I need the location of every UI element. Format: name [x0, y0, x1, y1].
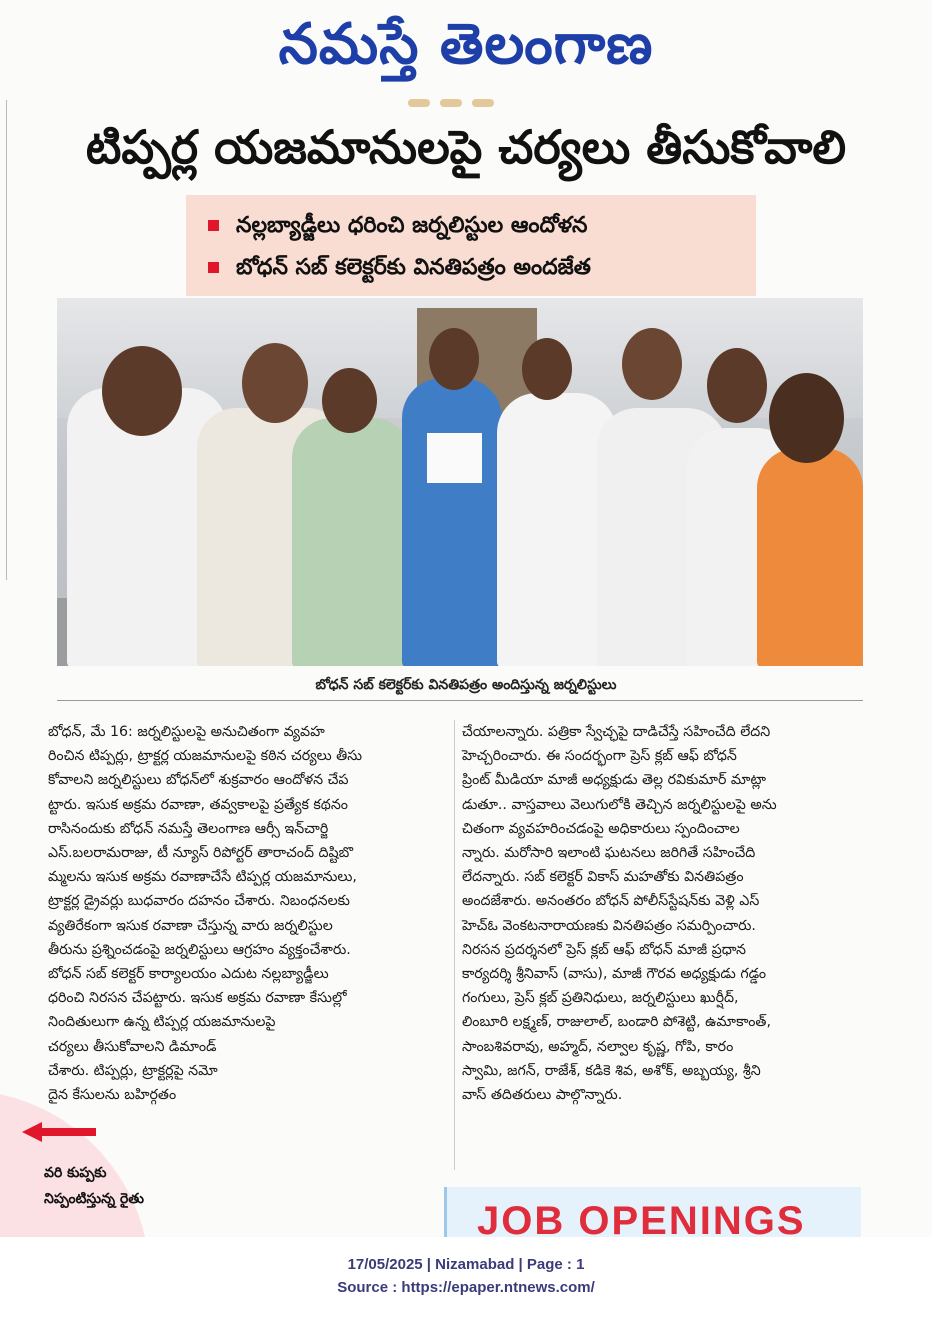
decorative-dots: [408, 92, 518, 102]
left-margin-rule: [6, 100, 7, 580]
footer-meta: 17/05/2025 | Nizamabad | Page : 1: [347, 1256, 585, 1273]
photo-person-head: [242, 343, 308, 423]
photo-person-head: [622, 328, 682, 400]
article-body-left: బోధన్, మే 16: జర్నలిస్టులపై అనుచితంగా వ్యవహ రించిన టిప్పర్లు, ట్రాక్టర్ల యజమానులపై కఠిన చర్యలు తీసు కోవాలని జర్నలిస్టులు బోధన్‌లో శుక్రవారం ఆందోళన చేప ట్టారు. ఇసుక అక్రమ రవాణా, తవ్వకాలపై ప్రత్యేక కథనం రాసినందుకు బోధన్ నమస్తే తెలంగాణ ఆర్సీ ఇన్‌చార్జి ఎస్.బలరామరాజు, టీ న్యూస్ రిపోర్టర్ తారాచంద్ దిష్టిబొ మ్మలను ఇసుక అక్రమ రవాణాచేసే టిప్పర్ల యజమానులు, ట్రాక్టర్ల డ్రైవర్లు బుధవారం దహనం చేశారు. నిబంధనలకు వ్యతిరేకంగా ఇసుక రవాణా చేస్తున్న వారు జర్నలిస్టుల తీరును ప్రశ్నించడంపై జర్నలిస్టులు ఆగ్రహం వ్యక్తంచేశారు. బోధన్ సబ్ కలెక్టర్ కార్యాలయం ఎదుట నల్లబ్యాడ్జీలు ధరించి నిరసన చేపట్టారు. ఇసుక అక్రమ రవాణా కేసుల్లో నిందితులుగా ఉన్న టిప్పర్ల యజమానులపై చర్యలు తీసుకోవాలని డిమాండ్ చేశారు. టిప్పర్లు, ట్రాక్టర్లపై నమో దైన కేసులను బహిర్గతం: [48, 724, 363, 1104]
photo-caption: బోధన్ సబ్ కలెక్టర్‌కు వినతిపత్రం అందిస్తున్న జర్నలిస్టులు: [315, 677, 617, 693]
bullet-square-icon: [208, 262, 219, 273]
subheading-2-text: బోధన్ సబ్ కలెక్టర్‌కు వినతిపత్రం అందజేత: [236, 255, 591, 280]
news-photo: [57, 298, 863, 666]
photo-person-head: [102, 346, 182, 436]
teaser-text: వరి కుప్పకు నిప్పంటిస్తున్న రైతు: [44, 1165, 144, 1207]
article-body-right: చేయాలన్నారు. పత్రికా స్వేచ్ఛపై దాడిచేస్తే సహించేది లేదని హెచ్చరించారు. ఈ సందర్భంగా ప్రెస్ క్లబ్ ఆఫ్ బోధన్ ప్రింట్ మీడియా మాజీ అధ్యక్షుడు తెల్ల రవికుమార్ మాట్లా డుతూ.. వాస్తవాలు వెలుగులోకి తెచ్చిన జర్నలిస్టులపై అను చితంగా వ్యవహరించడంపై అధికారులు స్పందించాల న్నారు. మరోసారి ఇలాంటి ఘటనలు జరిగితే సహించేది లేదన్నారు. సబ్ కలెక్టర్ వికాస్ మహతోకు వినతిపత్రం అందజేశారు. అనంతరం బోధన్ పోలీస్‌స్టేషన్‌కు వెళ్లి ఎస్ హెచ్‌ఓ వెంకటనారాయణకు వినతిపత్రం సమర్పించారు. నిరసన ప్రదర్శనలో ప్రెస్ క్లబ్ ఆఫ్ బోధన్ మాజీ ప్రధాన కార్యదర్శి శ్రీనివాస్ (వాసు), మాజీ గౌరవ అధ్యక్షుడు గడ్డం గంగులు, ప్రెస్ క్లబ్ ప్రతినిధులు, జర్నలిస్టులు ఖుర్షీద్, లింబూరి లక్ష్మణ్, రాజులాల్, బండారి పోశెట్టి, ఉమాకాంత్, సాంబశివరావు, అహ్మద్, నల్వాల కృష్ణ, గోపి, కారం స్వామి, జగన్, రాజేశ్, కడికె శివ, అశోక్, అబ్బయ్య, శ్రీని వాస్ తదితరులు పాల్గొన్నారు.: [462, 724, 777, 1104]
photo-person-orange: [757, 448, 863, 666]
column-divider: [454, 720, 455, 1170]
article-headline: టిప్పర్ల యజమానులపై చర్యలు తీసుకోవాలి: [85, 120, 847, 174]
caption-rule: [57, 700, 863, 701]
newspaper-masthead: నమస్తే తెలంగాణ: [278, 11, 654, 77]
photo-official: [402, 378, 502, 666]
subheading-2: [236, 253, 591, 283]
left-arrow-icon: [22, 1122, 112, 1142]
bullet-square-icon: [208, 220, 219, 231]
photo-person-head: [522, 338, 572, 400]
subheading-1: [236, 211, 587, 241]
subheading-box: [186, 195, 756, 296]
photo-person-head: [707, 348, 767, 423]
job-openings-text: JOB OPENINGS: [477, 1199, 806, 1237]
job-openings-ad[interactable]: [444, 1187, 861, 1237]
footer-source-link[interactable]: Source : https://epaper.ntnews.com/: [337, 1279, 595, 1296]
photo-person-head: [769, 373, 844, 463]
photo-person-head: [322, 368, 377, 433]
photo-person: [292, 418, 412, 666]
photo-memorandum-paper: [427, 433, 482, 483]
photo-official-head: [429, 328, 479, 390]
subheading-1-text: నల్లబ్యాడ్జీలు ధరించి జర్నలిస్టుల ఆందోళన: [236, 213, 588, 238]
